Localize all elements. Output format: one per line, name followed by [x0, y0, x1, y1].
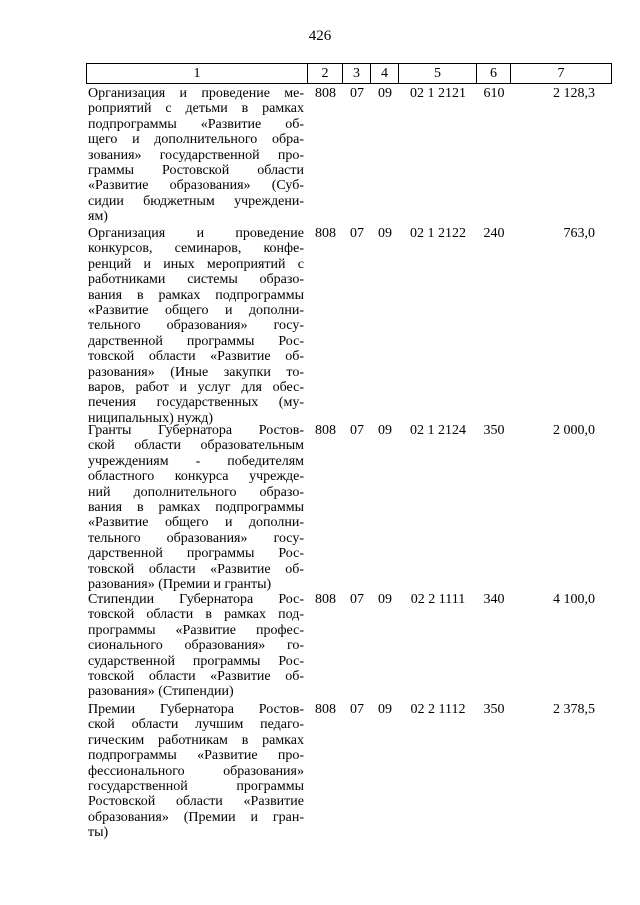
description-line: товской области «Развитие об-	[88, 669, 304, 685]
cell-col-6: 610	[483, 86, 505, 101]
table-row	[86, 702, 611, 841]
description-line: сидии бюджетным учреждени-	[88, 193, 304, 209]
description-line: тельного образования» госу-	[88, 318, 304, 334]
description-line: ниципальных) нужд)	[88, 410, 213, 426]
description-line: печения государственных (му-	[88, 395, 304, 411]
cell-col-5: 02 1 2124	[410, 423, 466, 438]
description-line: зования» государственной про-	[88, 147, 304, 163]
cell-col-7: 2 128,3	[553, 86, 595, 101]
header-col-2: 2	[308, 64, 343, 84]
description-line: ской области лучшим педаго-	[88, 717, 304, 733]
cell-col-6: 350	[483, 423, 505, 438]
table-row	[86, 592, 611, 700]
cell-col-6: 340	[483, 592, 505, 607]
cell-col-3: 07	[350, 423, 364, 438]
description-line: товской области «Развитие об-	[88, 561, 304, 577]
table-row	[86, 86, 611, 225]
description-line: областного конкурса учрежде-	[88, 469, 304, 485]
description-line: подпрограммы «Развитие про-	[88, 748, 304, 764]
description-line: работниками системы образо-	[88, 272, 304, 288]
description-line: Стипендии Губернатора Рос-	[88, 592, 304, 607]
cell-col-2: 808	[315, 702, 336, 717]
cell-col-2: 808	[315, 86, 336, 101]
cell-col-2: 808	[315, 592, 336, 607]
header-col-6: 6	[477, 64, 511, 84]
cell-col-4: 09	[378, 226, 392, 241]
cell-col-7: 2 378,5	[553, 702, 595, 717]
cell-col-5: 02 1 2121	[410, 86, 466, 101]
description-line: подпрограммы «Развитие об-	[88, 116, 304, 132]
description-line: Организация и проведение	[88, 226, 304, 241]
row-description	[88, 702, 304, 841]
cell-col-5: 02 2 1111	[410, 592, 466, 607]
header-col-5: 5	[399, 64, 477, 84]
description-line: вания в рамках подпрограммы	[88, 500, 304, 516]
description-line: вания в рамках подпрограммы	[88, 287, 304, 303]
description-line: Гранты Губернатора Ростов-	[88, 423, 304, 438]
description-line: тельного образования» госу-	[88, 530, 304, 546]
description-line: образования» (Премии и гран-	[88, 809, 304, 825]
cell-col-4: 09	[378, 86, 392, 101]
description-line: Премии Губернатора Ростов-	[88, 702, 304, 717]
description-line: сударственной программы Рос-	[88, 653, 304, 669]
description-line: ской области образовательным	[88, 438, 304, 454]
description-line: ты)	[88, 825, 109, 841]
cell-col-6: 350	[483, 702, 505, 717]
page-number: 426	[308, 28, 332, 44]
description-line: гическим работникам в рамках	[88, 732, 304, 748]
description-line: дарственной программы Рос-	[88, 546, 304, 562]
cell-col-7: 4 100,0	[553, 592, 595, 607]
header-col-7: 7	[511, 64, 612, 84]
description-line: Организация и проведение ме-	[88, 86, 304, 101]
cell-col-7: 763,0	[563, 226, 595, 241]
description-line: товской области в рамках под-	[88, 607, 304, 623]
cell-col-3: 07	[350, 86, 364, 101]
table-header	[86, 63, 612, 84]
cell-col-4: 09	[378, 423, 392, 438]
description-line: «Развитие общего и дополни-	[88, 515, 304, 531]
header-col-4: 4	[371, 64, 399, 84]
header-col-1: 1	[87, 64, 308, 84]
description-line: дарственной программы Рос-	[88, 333, 304, 349]
description-line: Ростовской области «Развитие	[88, 794, 304, 810]
description-line: роприятий с детьми в рамках	[88, 101, 304, 117]
description-line: граммы Ростовской области	[88, 163, 304, 179]
cell-col-3: 07	[350, 592, 364, 607]
row-description	[88, 226, 304, 426]
row-description	[88, 592, 304, 700]
description-line: варов, работ и услуг для обес-	[88, 380, 304, 396]
cell-col-3: 07	[350, 226, 364, 241]
table-row	[86, 226, 611, 426]
cell-col-4: 09	[378, 592, 392, 607]
description-line: «Развитие образования» (Суб-	[88, 178, 304, 194]
description-line: разования» (Иные закупки то-	[88, 364, 304, 380]
description-line: государственной программы	[88, 779, 304, 795]
description-line: учреждениям - победителям	[88, 453, 304, 469]
description-line: «Развитие общего и дополни-	[88, 303, 304, 319]
description-line: разования» (Премии и гранты)	[88, 577, 272, 593]
cell-col-3: 07	[350, 702, 364, 717]
description-line: товской области «Развитие об-	[88, 349, 304, 365]
description-line: сионального образования» го-	[88, 638, 304, 654]
description-line: фессионального образования»	[88, 763, 304, 779]
description-line: ренций и иных мероприятий с	[88, 256, 304, 272]
cell-col-5: 02 2 1112	[410, 702, 466, 717]
row-description	[88, 86, 304, 225]
cell-col-4: 09	[378, 702, 392, 717]
table-row	[86, 423, 611, 592]
cell-col-7: 2 000,0	[553, 423, 595, 438]
description-line: конкурсов, семинаров, конфе-	[88, 241, 304, 257]
cell-col-2: 808	[315, 226, 336, 241]
description-line: разования» (Стипендии)	[88, 684, 234, 700]
cell-col-2: 808	[315, 423, 336, 438]
row-description	[88, 423, 304, 592]
description-line: ний дополнительного образо-	[88, 484, 304, 500]
description-line: щего и дополнительного обра-	[88, 132, 304, 148]
cell-col-5: 02 1 2122	[410, 226, 466, 241]
cell-col-6: 240	[483, 226, 505, 241]
header-col-3: 3	[343, 64, 371, 84]
description-line: ям)	[88, 209, 108, 225]
description-line: программы «Развитие профес-	[88, 622, 304, 638]
